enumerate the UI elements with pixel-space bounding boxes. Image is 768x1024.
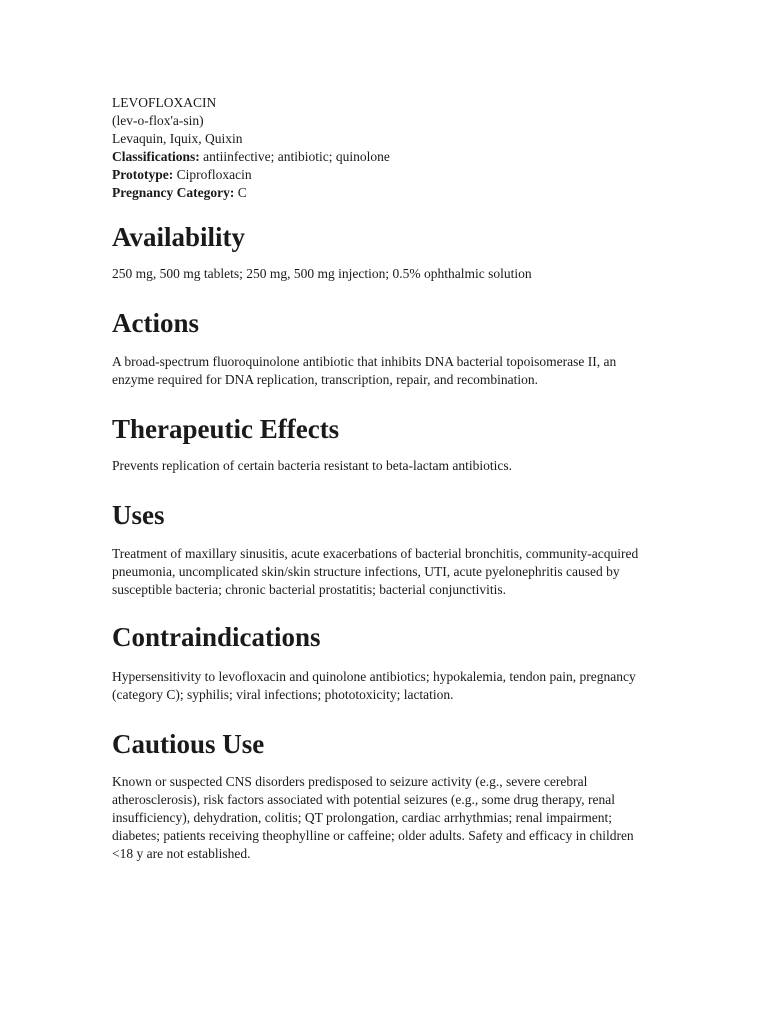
document-page [112, 94, 657, 863]
section-heading: Availability [112, 222, 246, 252]
drug-classifications [112, 148, 657, 166]
section-body: 250 mg, 500 mg tablets; 250 mg, 500 mg injection; 0.5% ophthalmic solution [112, 266, 532, 281]
section-body: A broad-spectrum fluoroquinolone antibiotic that inhibits DNA bacterial topoisomerase II, an enzyme required for DNA replication, transcription, repair, and recombination. [112, 354, 617, 387]
drug-prototype [112, 166, 657, 184]
section-heading: Uses [112, 500, 165, 530]
section-body: Treatment of maxillary sinusitis, acute exacerbations of bacterial bronchitis, community-acquired pneumonia, uncomplicated skin/skin structure infections, UTI, acute pyelonephritis caused by susceptible bacteria; chronic bacterial prostatitis; bacterial conjunctivitis. [112, 546, 639, 597]
drug-brand-names: Levaquin, Iquix, Quixin [112, 131, 243, 146]
section-heading: Therapeutic Effects [112, 414, 340, 444]
drug-name: LEVOFLOXACIN [112, 95, 217, 110]
section-actions [112, 307, 657, 389]
section-availability [112, 221, 657, 283]
section-contraindications [112, 621, 657, 704]
drug-pronunciation: (lev-o-flox'a-sin) [112, 113, 204, 128]
classifications-label: Classifications: [112, 149, 200, 164]
section-body: Hypersensitivity to levofloxacin and quinolone antibiotics; hypokalemia, tendon pain, pregnancy (category C); syphilis; viral infections; phototoxicity; lactation. [112, 669, 636, 702]
section-cautious-use [112, 728, 657, 863]
prototype-label: Prototype: [112, 167, 174, 182]
drug-header [112, 94, 657, 202]
drug-pregnancy-category [112, 184, 657, 202]
section-uses [112, 499, 657, 599]
section-body: Known or suspected CNS disorders predisposed to seizure activity (e.g., severe cerebral atherosclerosis), risk factors associated with potential seizures (e.g., some drug therapy, renal insufficiency), dehydration, colitis; QT prolongation, cardiac arrhythmias; renal impairment; diabetes; patients receiving theophylline or caffeine; older adults. Safety and efficacy in children <18 y are not established. [112, 774, 634, 861]
section-body: Prevents replication of certain bacteria resistant to beta-lactam antibiotics. [112, 458, 512, 473]
pregnancy-category-value: C [234, 185, 247, 200]
section-heading: Actions [112, 308, 199, 338]
section-heading: Cautious Use [112, 729, 265, 759]
pregnancy-category-label: Pregnancy Category: [112, 185, 235, 200]
classifications-value: antiinfective; antibiotic; quinolone [199, 149, 390, 164]
section-heading: Contraindications [112, 622, 321, 652]
prototype-value: Ciprofloxacin [173, 167, 252, 182]
section-therapeutic-effects [112, 413, 657, 475]
